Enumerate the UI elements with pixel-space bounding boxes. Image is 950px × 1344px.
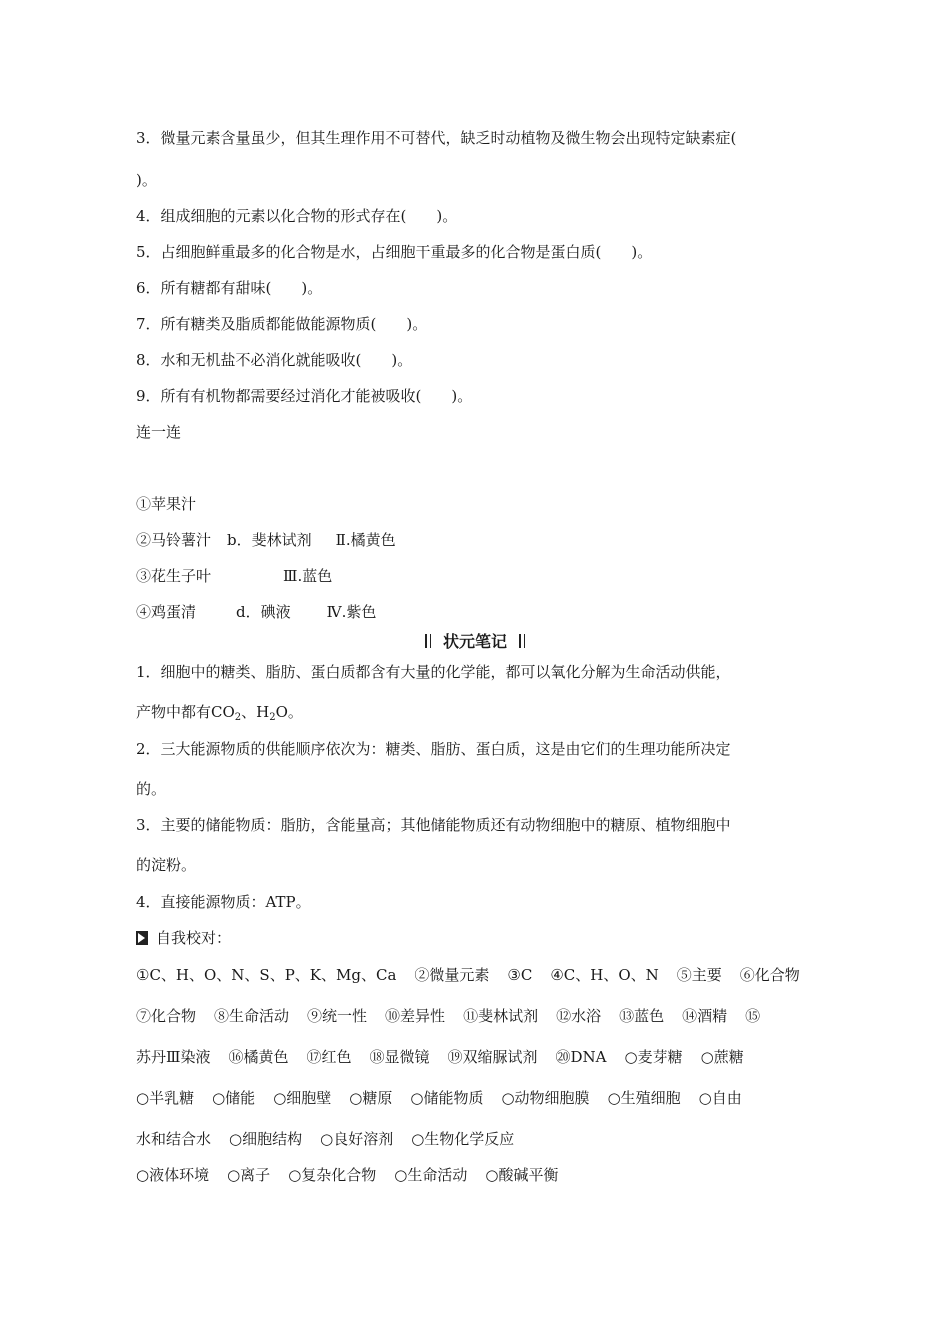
answer-item: ○良好溶剂 (320, 1130, 394, 1148)
answer-item: ○储能物质 (410, 1089, 484, 1107)
check-line-6 (136, 1165, 826, 1185)
play-marker-icon (136, 931, 148, 945)
answer-item: ⑭酒精 (682, 1007, 728, 1025)
connect-row-2 (136, 530, 826, 550)
answer-item: ③C (507, 966, 533, 984)
note-1b: 产物中都有$CO_2$、$H_2O$。 (136, 703, 303, 723)
connect-item: b．斐林试剂 (227, 531, 312, 549)
connect-title: 连一连 (136, 423, 182, 441)
answer-item: ⑨统一性 (307, 1007, 368, 1025)
answer-item: 水和结合水 (136, 1130, 212, 1148)
answer-item: ④C、H、O、N (550, 966, 659, 984)
note-2a: 2．三大能源物质的供能顺序依次为：糖类、脂肪、蛋白质，这是由它们的生理功能所决定 (136, 740, 731, 758)
question-5: 5．占细胞鲜重最多的化合物是水，占细胞干重最多的化合物是蛋白质( )。 (136, 243, 653, 261)
answer-item: ○复杂化合物 (288, 1166, 377, 1184)
connect-item: ③花生子叶 (136, 567, 212, 585)
answer-item: ⑧生命活动 (214, 1007, 290, 1025)
note-4: 4．直接能源物质：ATP。 (136, 893, 311, 911)
question-8: 8．水和无机盐不必消化就能吸收( )。 (136, 351, 413, 369)
note-1a: 1．细胞中的糖类、脂肪、蛋白质都含有大量的化学能，都可以氧化分解为生命活动供能， (136, 663, 731, 681)
answer-item: ○动物细胞膜 (501, 1089, 590, 1107)
question-7: 7．所有糖类及脂质都能做能源物质( )。 (136, 315, 428, 333)
connect-row-1 (136, 494, 826, 514)
connect-item: Ⅳ.紫色 (326, 603, 377, 621)
answer-item: ○蔗糖 (700, 1048, 744, 1066)
answer-item: ○生物化学反应 (411, 1130, 515, 1148)
answer-item: 苏丹Ⅲ染液 (136, 1048, 211, 1066)
notes-heading: 状元笔记 (0, 631, 950, 653)
answer-item: ○生命活动 (394, 1166, 468, 1184)
answer-item: ○糖原 (349, 1089, 393, 1107)
connect-item: ④鸡蛋清 (136, 603, 197, 621)
answer-item: ⑤主要 (676, 966, 722, 984)
connect-item: d．碘液 (236, 603, 291, 621)
answer-item: ⑩差异性 (385, 1007, 446, 1025)
connect-item: ①苹果汁 (136, 495, 197, 513)
check-line-4 (136, 1088, 826, 1108)
answer-item: ○半乳糖 (136, 1089, 195, 1107)
answer-item: ○细胞结构 (229, 1130, 303, 1148)
answer-item: ⑬蓝色 (619, 1007, 665, 1025)
answer-item: ②微量元素 (414, 966, 490, 984)
question-4: 4．组成细胞的元素以化合物的形式存在( )。 (136, 207, 458, 225)
answer-item: ○离子 (227, 1166, 271, 1184)
answer-item: ○麦芽糖 (624, 1048, 683, 1066)
answer-item: ①C、H、O、N、S、P、K、Mg、Ca (136, 966, 397, 984)
connect-item: Ⅱ.橘黄色 (335, 531, 396, 549)
note-3a: 3．主要的储能物质：脂肪，含能量高；其他储能物质还有动物细胞中的糖原、植物细胞中 (136, 816, 731, 834)
answer-item: ⑯橘黄色 (228, 1048, 289, 1066)
answer-item: ○自由 (698, 1089, 742, 1107)
answer-item: ⑳DNA (555, 1048, 607, 1066)
note-3b: 的淀粉。 (136, 856, 197, 874)
connect-row-3 (136, 566, 826, 586)
connect-item: ②马铃薯汁 (136, 531, 212, 549)
question-3b: )。 (136, 171, 157, 189)
answer-item: ⑫水浴 (556, 1007, 602, 1025)
answer-item: ○细胞壁 (273, 1089, 332, 1107)
check-line-1 (136, 965, 826, 985)
connect-item: Ⅲ.蓝色 (283, 567, 333, 585)
answer-item: ○液体环境 (136, 1166, 210, 1184)
answer-item: ⑮ (745, 1007, 761, 1025)
connect-row-4 (136, 602, 826, 622)
check-line-3 (136, 1047, 826, 1067)
check-line-5 (136, 1129, 826, 1149)
answer-item: ○储能 (212, 1089, 256, 1107)
answer-item: ○酸碱平衡 (485, 1166, 559, 1184)
heading-bar-icon (519, 634, 525, 648)
answer-item: ⑱显微镜 (369, 1048, 430, 1066)
heading-bar-icon (425, 634, 431, 648)
answer-item: ⑥化合物 (739, 966, 800, 984)
question-3a: 3．微量元素含量虽少，但其生理作用不可替代，缺乏时动植物及微生物会出现特定缺素症( (136, 129, 737, 147)
answer-item: ○生殖细胞 (607, 1089, 681, 1107)
note-2b: 的。 (136, 780, 167, 798)
answer-item: ⑰红色 (306, 1048, 352, 1066)
question-6: 6．所有糖都有甜味( )。 (136, 279, 323, 297)
check-line-2 (136, 1006, 826, 1026)
answer-item: ⑪斐林试剂 (463, 1007, 539, 1025)
question-9: 9．所有有机物都需要经过消化才能被吸收( )。 (136, 387, 473, 405)
answer-item: ⑲双缩脲试剂 (447, 1048, 538, 1066)
check-title: 自我校对： (136, 928, 826, 948)
answer-item: ⑦化合物 (136, 1007, 197, 1025)
